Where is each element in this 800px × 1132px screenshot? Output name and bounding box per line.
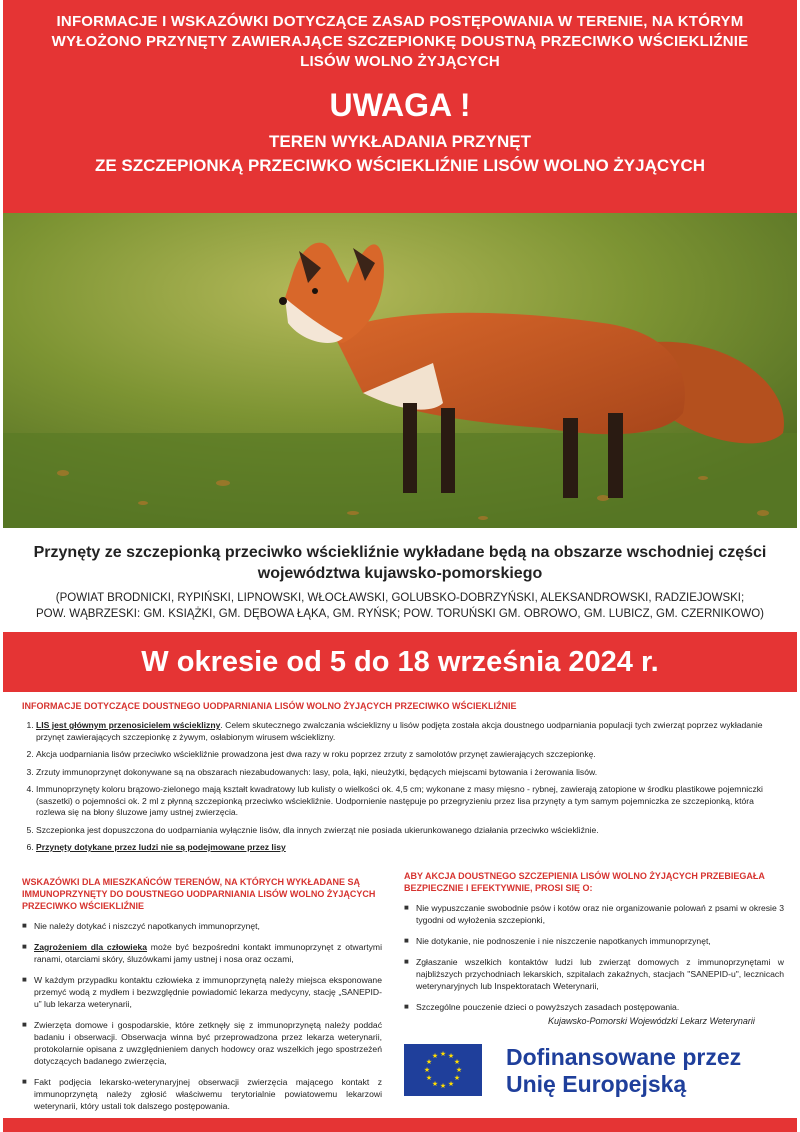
- info-item-1-text: . Celem skutecznego zwalczania wścieklizny u lisów podjęta została akcja doustnego uodparniania populacji tych zwierząt poprzez wykładanie przynęt zawierających szczepionkę z żywym, osłabionym wirusem wścieklizny.: [36, 720, 763, 742]
- list-item: ■ W każdym przypadku kontaktu człowieka z immunoprzynętą należy miejsca eksponowane przemyć wodą z mydłem i bezwzględnie powiadomić lekarza medycyny, stację „SANEPID-u” lub lekarza weterynarii,: [34, 974, 382, 1010]
- list-item: ■ Zgłaszanie wszelkich kontaktów ludzi lub zwierząt domowych z immunoprzynętami w najbliższych przychodniach lekarskich, szpitalach zakaźnych, stacjach "SANEPID-u", lecznicach weterynaryjnych lub Inspektoratach Weterynarii,: [416, 956, 784, 992]
- info-item-6-bold: Przynęty dotykane przez ludzi nie są podejmowane przez lisy: [36, 842, 286, 852]
- info-item: [36, 720, 782, 743]
- region-list-line-1: (POWIAT BRODNICKI, RYPIŃSKI, LIPNOWSKI, WŁOCŁAWSKI, GOLUBSKO-DOBRZYŃSKI, ALEKSANDROWSKI, RADZIEJOWSKI;: [55, 592, 745, 604]
- svg-text:★: ★: [453, 1058, 461, 1066]
- list-item: ■ Nie dotykanie, nie podnoszenie i nie niszczenie napotkanych immunoprzynęt,: [416, 935, 784, 947]
- fox-illustration: [3, 213, 797, 528]
- list-item: ■ Fakt podjęcia lekarsko-weterynaryjnej obserwacji zwierzęcia mającego kontakt z immunoprzynętą należy zgłosić właściwemu terytorialnie powiatowemu lekarzowi weterynarii, który ustali tok dalszego postępowania.: [34, 1076, 382, 1112]
- list-item: ■ Nie należy dotykać i niszczyć napotkanych immunoprzynęt,: [34, 920, 382, 932]
- eu-funding-text: [506, 1044, 741, 1098]
- info-section: [22, 700, 782, 860]
- list-item: ■ Szczególne pouczenie dzieci o powyższych zasadach postępowania.: [416, 1001, 784, 1013]
- danger-text: może być bezpośredni kontakt immunoprzynęt z otwartymi ranami, otarciami skóry, śluzówkami jamy ustnej i nosa oraz oczami,: [34, 942, 382, 964]
- requests-list: [404, 902, 784, 1013]
- fox-photo: [3, 213, 797, 528]
- header-banner: [3, 0, 797, 213]
- list-item: [34, 941, 382, 965]
- list-item: ■ Nie wypuszczanie swobodnie psów i kotów oraz nie organizowanie polowań z psami w okresie 3 tygodni od wyłożenia szczepionki,: [416, 902, 784, 926]
- list-item: ■ Zwierzęta domowe i gospodarskie, które zetknęły się z immunoprzynętą należy poddać badaniu i obserwacji. Obserwacja winna być przeprowadzona przez lekarza weterynarii, protokolarnie opisana z uwzględnieniem danych hodowcy oraz wszelkich jego spostrzeżeń dotyczących badanego zwierzęcia,: [34, 1019, 382, 1067]
- region-list-line-2: POW. WĄBRZESKI: GM. KSIĄŻKI, GM. DĘBOWA ŁĄKA, GM. RYŃSK; POW. TORUŃSKI GM. OBROWO, GM. LUBICZ, GM. CZERNIKOWO): [36, 608, 764, 620]
- svg-text:★: ★: [431, 1080, 439, 1088]
- svg-text:★: ★: [431, 1052, 439, 1060]
- svg-text:★: ★: [425, 1074, 433, 1082]
- danger-label: Zagrożeniem dla człowieka: [34, 942, 148, 952]
- eu-funding-line-1: Dofinansowane przez: [506, 1044, 742, 1070]
- resident-guidance-title: WSKAZÓWKI DLA MIESZKAŃCÓW TERENÓW, NA KTÓRYCH WYKŁADANE SĄ IMMUNOPRZYNĘTY DO DOUSTNEGO UODPARNIANIA LISÓW WOLNO ŻYJĄCYCH PRZECIWKO WŚCIEKLIŹNIE: [22, 877, 376, 911]
- signature: Kujawsko-Pomorski Wojewódzki Lekarz Weterynarii: [548, 1016, 755, 1026]
- eu-funding-line-2: Unię Europejską: [506, 1071, 687, 1097]
- svg-text:★: ★: [455, 1066, 463, 1074]
- eu-flag-icon: [404, 1044, 482, 1096]
- info-heading: INFORMACJE I WSKAZÓWKI DOTYCZĄCE ZASAD POSTĘPOWANIA W TERENIE, NA KTÓRYM WYŁOŻONO PRZYNĘTY ZAWIERAJĄCE SZCZEPIONKĘ DOUSTNĄ PRZECIWKO WŚCIEKLIŹNIE LISÓW WOLNO ŻYJĄCYCH: [51, 13, 749, 70]
- resident-guidance: [22, 876, 382, 1121]
- region-title: Przynęty ze szczepionką przeciwko wściekliźnie wykładane będą na obszarze wschodniej części województwa kujawsko-pomorskiego: [33, 544, 767, 582]
- requests-section: [404, 870, 784, 1022]
- subtitle-line-2: ZE SZCZEPIONKĄ PRZECIWKO WŚCIEKLIŹNIE LISÓW WOLNO ŻYJĄCYCH: [94, 156, 706, 175]
- resident-guidance-list: [22, 920, 382, 1112]
- svg-text:★: ★: [439, 1050, 447, 1058]
- info-list: [22, 720, 782, 854]
- eu-stars-icon: [404, 1044, 482, 1096]
- region-section: [3, 528, 797, 632]
- bottom-bar: [3, 1118, 797, 1132]
- svg-text:★: ★: [447, 1052, 455, 1060]
- svg-text:★: ★: [425, 1058, 433, 1066]
- requests-title: ABY AKCJA DOUSTNEGO SZCZEPIENIA LISÓW WOLNO ŻYJĄCYCH PRZEBIEGAŁA BEZPIECZNIE I EFEKTYWNIE, PROSI SIĘ O:: [404, 871, 765, 893]
- info-item: 3. Zrzuty immunoprzynęt dokonywane są na obszarach niezabudowanych: lasy, pola, łąki, nieużytki, będących miejscami bytowania i żerowania lisów.: [36, 767, 782, 779]
- svg-text:★: ★: [423, 1066, 431, 1074]
- svg-text:★: ★: [447, 1080, 455, 1088]
- info-item: [36, 842, 782, 854]
- info-section-title: INFORMACJE DOTYCZĄCE DOUSTNEGO UODPARNIANIA LISÓW WOLNO ŻYJĄCYCH PRZECIWKO WŚCIEKLIŹNIE: [22, 701, 517, 711]
- info-item-1-bold: LIS jest głównym przenosicielem wścieklizny: [36, 720, 221, 730]
- period-banner: W okresie od 5 do 18 września 2024 r.: [3, 632, 797, 692]
- subtitle-line-1: TEREN WYKŁADANIA PRZYNĘT: [269, 132, 531, 151]
- info-item: 4. Immunoprzynęty koloru brązowo-zielonego mają kształt kwadratowy lub kulisty o wielkości ok. 4,5 cm; wykonane z masy mięsno - rybnej, zawierają zatopione w środku plastikowe pojemniczki (saszetki) o pojemności ok. 2 ml z płynną szczepionką przeciwko wściekliźnie. Uodpornienie następuje po przegryzieniu przez lisa przynęty a tym samym pojemniczka ze szczepionką, która rozlewa się na błony śluzowe jamy ustnej zwierzęcia.: [36, 784, 782, 819]
- info-item: 5. Szczepionka jest dopuszczona do uodparniania wyłącznie lisów, dla innych zwierząt nie posiada ukierunkowanego działania przeciwko wściekliźnie.: [36, 825, 782, 837]
- svg-text:★: ★: [453, 1074, 461, 1082]
- info-item: 2. Akcja uodparniania lisów przeciwko wściekliźnie prowadzona jest dwa razy w roku poprzez zrzuty z samolotów przynęt zawierających szczepionkę.: [36, 749, 782, 761]
- svg-text:★: ★: [439, 1082, 447, 1090]
- warning-heading: UWAGA !: [329, 87, 471, 123]
